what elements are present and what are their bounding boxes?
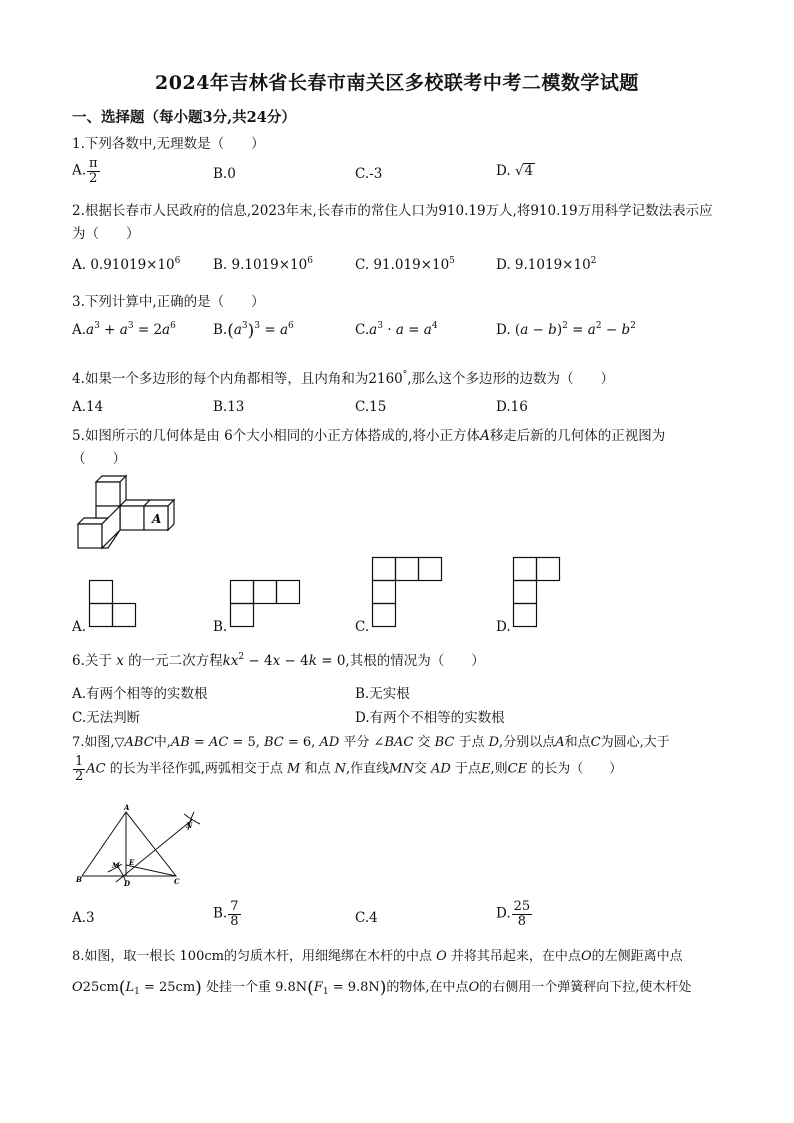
q5-option-a-label: A. [72,619,87,635]
q3-option-c: $C.a^3 \cdot a = a^4$ [355,321,438,338]
q4-option-d: D.16 [496,399,528,415]
q5-option-d-label: D. [496,619,511,635]
label-d: D [124,879,131,888]
q5-option-a-figure [89,580,137,628]
q5-option-b-label: B. [213,619,228,635]
q7-option-d: D. $\frac{25}{8}$ [496,899,531,929]
q7-stem-line1: 7.如图,▽ABC中,AB = AC = 5, BC = 6, AD 平分 ∠BAC 交 BC 于点 D,分别以点A和点C为圆心,大于 [72,735,670,750]
q7-stem-line2: $\frac{1}{2}$ AC 的长为半径作弧,两弧相交于点 M 和点 N,作直线MN交 AD 于点E,则CE 的长为（ ） [75,754,623,784]
page-title: 2024年吉林省长春市南关区多校联考中考二模数学试题 [155,72,639,94]
q7-triangle-figure [76,803,226,890]
q2-option-d: D. $9.1019\times 10^2$ [496,256,597,273]
q4-stem: 4.如果一个多边形的每个内角都相等，且内角和为2160°,那么这个多边形的边数为（ ） [72,370,615,387]
section-heading: 一、选择题（每小题3分,共24分） [72,109,296,126]
q5-option-b-figure [230,580,302,628]
q4-option-a: A.14 [72,399,104,415]
q2-stem-line1: 2.根据长春市人民政府的信息,2023年末,长春市的常住人口为910.19万人,将910.19万用科学记数法表示应 [72,203,713,219]
q3-option-b: $B.(a^3)^3 = a^6$ [213,321,294,341]
q6-stem: 6.关于 x 的一元二次方程$kx^2 - 4x - 4k = 0$,其根的情况为（ ） [72,652,485,669]
q8-stem-line2: $O25cm(L_1 = 25cm)$ 处挂一个重 $9.8N(F_1 = 9.8N)$的物体,在中点O的右侧用一个弹簧秤向下拉,使木杆处 [72,978,692,998]
q2-option-c: C. $91.019\times 10^5$ [355,256,455,273]
q5-stem-line2: （ ） [72,451,126,467]
q4-option-b: B.13 [213,399,245,415]
label-c: C [174,877,180,886]
q7-option-c: C.4 [355,910,378,926]
q6-option-d: D.有两个不相等的实数根 [355,710,505,726]
label-n: N [186,821,193,830]
q5-option-c-label: C. [355,619,370,635]
q6-option-a: A.有两个相等的实数根 [72,686,208,702]
q7-option-a: A.3 [72,910,95,926]
label-e: E [129,858,135,867]
cube-label-a: A [152,512,162,526]
q2-stem-line2: 为（ ） [72,226,140,242]
q5-stem-line1: 5.如图所示的几何体是由 6个大小相同的小正方体搭成的,将小正方体A移走后新的几何体的正视图为 [72,428,666,444]
q2-option-b: B. $9.1019\times 10^6$ [213,256,313,273]
q1-option-a: A. $\frac{\pi}{2}$ [72,156,98,186]
q1-option-c: C.-3 [355,166,383,182]
label-a: A [124,803,130,812]
q1-option-b: B.0 [213,166,236,182]
q6-option-b: B.无实根 [355,686,410,702]
q3-option-d: D. $(a - b)^2 = a^2 - b^2$ [496,321,636,338]
q5-cube-figure [76,474,186,550]
q5-option-c-figure [372,557,444,629]
q5-option-d-figure [513,557,561,629]
q1-stem: 1.下列各数中,无理数是（ ） [72,136,265,152]
q3-option-a: $A.a^3 + a^3 = 2a^6$ [72,321,176,338]
q3-stem: 3.下列计算中,正确的是（ ） [72,294,265,310]
q2-option-a: A. $0.91019\times 10^6$ [72,256,181,273]
q6-option-c: C.无法判断 [72,710,141,726]
q4-option-c: C.15 [355,399,387,415]
q8-stem-line1: 8.如图，取一根长 100cm的匀质木杆，用细绳绑在木杆的中点 O 并将其吊起来，在中点O的左侧距离中点 [72,949,683,964]
q7-option-b: B. $\frac{7}{8}$ [213,899,239,929]
q1-option-d: D. √4 [496,163,534,179]
label-m: M [112,861,120,870]
label-b: B [76,875,82,884]
